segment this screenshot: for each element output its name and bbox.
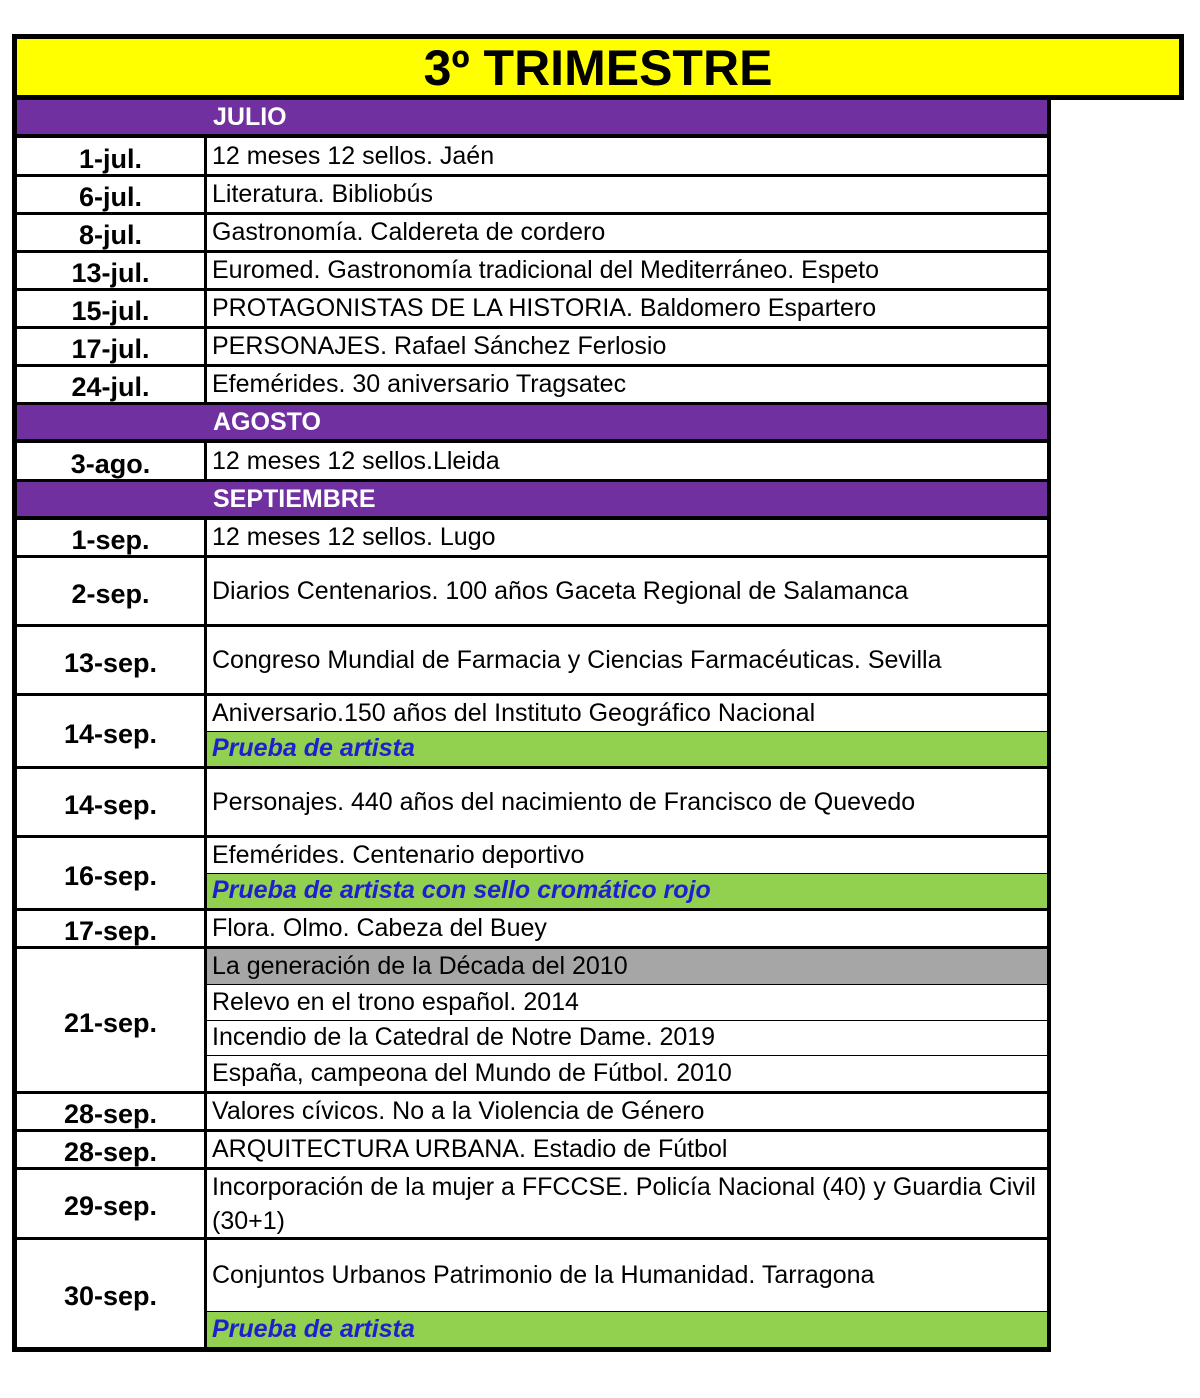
date-label: 24-jul. bbox=[71, 372, 150, 402]
date-cell bbox=[17, 627, 207, 693]
date-label: 28-sep. bbox=[63, 1099, 158, 1129]
description-cell bbox=[207, 627, 1047, 693]
table-row bbox=[17, 138, 1047, 177]
description-cell bbox=[207, 1094, 1047, 1129]
date-label: 13-jul. bbox=[71, 258, 150, 288]
date-cell bbox=[17, 1132, 207, 1167]
description-text: Personajes. 440 años del nacimiento de Francisco de Quevedo bbox=[212, 787, 916, 816]
description-text: ARQUITECTURA URBANA. Estadio de Fútbol bbox=[212, 1135, 728, 1163]
date-label: 28-sep. bbox=[63, 1137, 158, 1167]
table-row bbox=[17, 520, 1047, 558]
note-label: Prueba de artista bbox=[207, 1312, 1047, 1347]
date-cell bbox=[17, 911, 207, 946]
date-label: 1-jul. bbox=[78, 143, 142, 174]
description-text: Euromed. Gastronomía tradicional del Mediterráneo. Espeto bbox=[212, 256, 880, 284]
description-text: Conjuntos Urbanos Patrimonio de la Humanidad. Tarragona bbox=[207, 1240, 1047, 1312]
table-row bbox=[17, 215, 1047, 253]
description-cell bbox=[207, 253, 1047, 288]
month-name: AGOSTO bbox=[213, 408, 321, 436]
description-cell bbox=[207, 329, 1047, 364]
description-text: Incendio de la Catedral de Notre Dame. 2019 bbox=[207, 1021, 1047, 1057]
schedule-table bbox=[12, 100, 1051, 1352]
description-cell bbox=[207, 696, 1047, 766]
description-text: Incorporación de la mujer a FFCCSE. Policía Nacional (40) y Guardia Civil (30+1) bbox=[212, 1173, 1036, 1235]
table-row bbox=[17, 769, 1047, 838]
date-label: 14-sep. bbox=[63, 789, 158, 820]
date-label: 13-sep. bbox=[63, 647, 158, 678]
table-row bbox=[17, 177, 1047, 215]
date-label: 16-sep. bbox=[63, 860, 158, 891]
table-row bbox=[17, 443, 1047, 482]
description-text: Valores cívicos. No a la Violencia de Género bbox=[212, 1097, 705, 1125]
description-text: Relevo en el trono español. 2014 bbox=[207, 985, 1047, 1021]
month-name: SEPTIEMBRE bbox=[213, 485, 376, 513]
description-text: 12 meses 12 sellos.Lleida bbox=[212, 446, 500, 475]
description-text: Flora. Olmo. Cabeza del Buey bbox=[212, 914, 547, 942]
date-cell bbox=[17, 1170, 207, 1237]
month-header bbox=[17, 482, 1047, 520]
description-cell bbox=[207, 949, 1047, 1091]
date-cell bbox=[17, 291, 207, 326]
date-cell bbox=[17, 329, 207, 364]
table-row bbox=[17, 558, 1047, 627]
table-row bbox=[17, 1240, 1047, 1347]
description-text: Congreso Mundial de Farmacia y Ciencias Farmacéuticas. Sevilla bbox=[212, 645, 942, 674]
date-label: 1-sep. bbox=[71, 525, 150, 555]
description-cell bbox=[207, 138, 1047, 174]
date-cell bbox=[17, 769, 207, 835]
table-row bbox=[17, 1094, 1047, 1132]
date-label: 29-sep. bbox=[63, 1191, 158, 1221]
date-label: 8-jul. bbox=[78, 220, 142, 250]
date-label: 30-sep. bbox=[63, 1281, 158, 1311]
description-text: Efemérides. 30 aniversario Tragsatec bbox=[212, 370, 627, 398]
note-label: Prueba de artista bbox=[207, 732, 1047, 767]
description-cell bbox=[207, 367, 1047, 402]
date-cell bbox=[17, 215, 207, 250]
description-text: Gastronomía. Caldereta de cordero bbox=[212, 218, 606, 246]
description-text: España, campeona del Mundo de Fútbol. 2010 bbox=[212, 1059, 732, 1088]
date-cell bbox=[17, 253, 207, 288]
table-row bbox=[17, 911, 1047, 949]
table-row bbox=[17, 949, 1047, 1094]
description-text: Literatura. Bibliobús bbox=[212, 180, 433, 208]
description-text: La generación de la Década del 2010 bbox=[207, 949, 1047, 985]
date-label: 6-jul. bbox=[78, 182, 142, 212]
date-label: 15-jul. bbox=[71, 296, 150, 326]
table-row bbox=[17, 838, 1047, 911]
description-cell bbox=[207, 769, 1047, 835]
description-cell bbox=[207, 1132, 1047, 1167]
date-label: 2-sep. bbox=[71, 578, 150, 609]
date-label: 3-ago. bbox=[70, 448, 151, 479]
page-title: 3º TRIMESTRE bbox=[12, 34, 1184, 100]
date-label: 17-sep. bbox=[63, 916, 158, 946]
month-header bbox=[17, 405, 1047, 443]
description-cell bbox=[207, 838, 1047, 908]
date-cell bbox=[17, 177, 207, 212]
description-cell bbox=[207, 215, 1047, 250]
date-cell bbox=[17, 1240, 207, 1347]
table-row bbox=[17, 1132, 1047, 1170]
description-text: Aniversario.150 años del Instituto Geográfico Nacional bbox=[207, 696, 1047, 732]
description-cell bbox=[207, 443, 1047, 479]
table-row bbox=[17, 367, 1047, 405]
date-cell bbox=[17, 558, 207, 624]
description-cell bbox=[207, 911, 1047, 946]
table-row bbox=[17, 627, 1047, 696]
date-cell bbox=[17, 838, 207, 908]
date-cell bbox=[17, 1094, 207, 1129]
date-label: 14-sep. bbox=[63, 718, 158, 749]
description-cell bbox=[207, 558, 1047, 624]
table-row bbox=[17, 1170, 1047, 1240]
table-row bbox=[17, 329, 1047, 367]
month-header bbox=[17, 100, 1047, 138]
date-cell bbox=[17, 443, 207, 479]
description-text: Diarios Centenarios. 100 años Gaceta Regional de Salamanca bbox=[212, 576, 909, 605]
description-text: PROTAGONISTAS DE LA HISTORIA. Baldomero Espartero bbox=[212, 294, 877, 322]
date-cell bbox=[17, 367, 207, 402]
note-label: Prueba de artista con sello cromático rojo bbox=[207, 874, 1047, 909]
description-text: PERSONAJES. Rafael Sánchez Ferlosio bbox=[212, 332, 667, 360]
date-cell bbox=[17, 949, 207, 1091]
description-cell bbox=[207, 177, 1047, 212]
description-cell bbox=[207, 1240, 1047, 1347]
date-cell bbox=[17, 696, 207, 766]
date-label: 17-jul. bbox=[71, 334, 150, 364]
date-cell bbox=[17, 520, 207, 555]
date-cell bbox=[17, 138, 207, 174]
month-name: JULIO bbox=[213, 103, 287, 131]
description-cell bbox=[207, 1170, 1047, 1237]
table-row bbox=[17, 696, 1047, 769]
table-row bbox=[17, 291, 1047, 329]
description-cell bbox=[207, 520, 1047, 555]
description-text: 12 meses 12 sellos. Jaén bbox=[212, 141, 495, 170]
description-cell bbox=[207, 291, 1047, 326]
date-label: 21-sep. bbox=[63, 1007, 158, 1038]
table-row bbox=[17, 253, 1047, 291]
description-text: Efemérides. Centenario deportivo bbox=[207, 838, 1047, 874]
description-text: 12 meses 12 sellos. Lugo bbox=[212, 523, 496, 551]
